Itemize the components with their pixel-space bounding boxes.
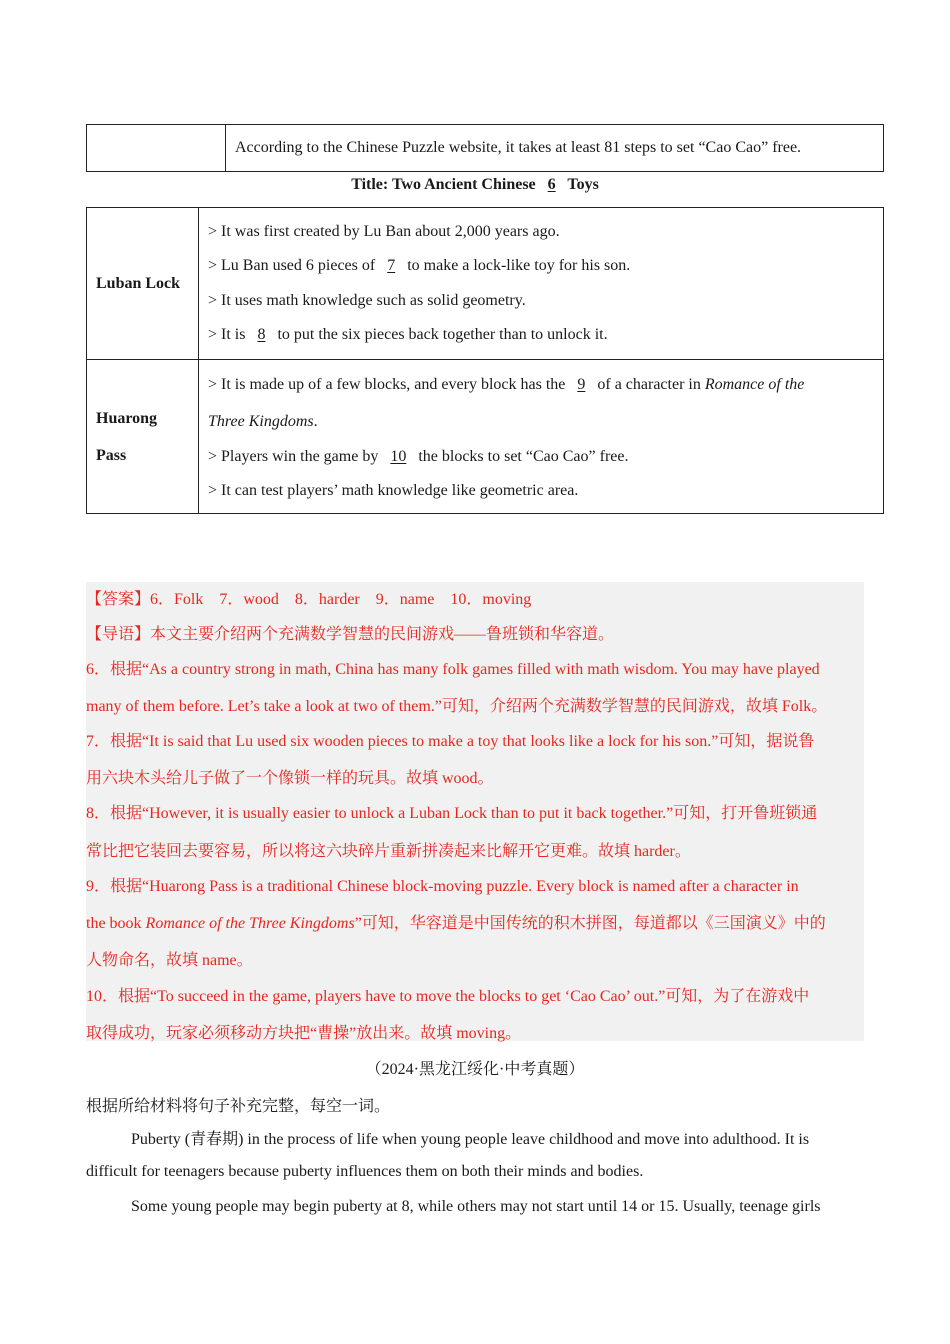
huarong-line-1 <box>208 366 874 403</box>
explanation-line: 9．根据“Huarong Pass is a traditional Chinese block-moving puzzle. Every block is named after a character in <box>86 878 799 895</box>
text: to make a lock-like toy for his son. <box>403 257 631 274</box>
text: ”可知，华容道是中国传统的积木拼图，每道都以《三国演义》中的 <box>354 915 826 932</box>
huarong-line-4: > It can test players’ math knowledge like geometric area. <box>208 481 579 499</box>
explanation-line: 取得成功，玩家必须移动方块把“曹操”放出来。故填 moving。 <box>86 1025 522 1042</box>
text: the blocks to set “Cao Cao” free. <box>414 447 629 465</box>
book-title: Romance of the Three Kingdoms <box>145 915 355 932</box>
answer-line: 【答案】6．Folk 7．wood 8．harder 9．name 10．moving <box>86 591 532 608</box>
book-title: Romance of the <box>704 375 805 393</box>
empty-cell <box>87 125 226 172</box>
huarong-line-3 <box>208 440 874 474</box>
luban-line-1: > It was first created by Lu Ban about 2,000 years ago. <box>208 222 560 240</box>
text: > Lu Ban used 6 pieces of <box>208 257 380 274</box>
explanation-line: 7．根据“It is said that Lu used six wooden pieces to make a toy that looks like a lock for his son.”可知，据说鲁 <box>86 733 815 750</box>
guide-line: 【导语】本文主要介绍两个充满数学智慧的民间游戏——鲁班锁和华容道。 <box>86 626 615 643</box>
table-cell-text <box>226 125 884 172</box>
toys-table <box>86 207 884 514</box>
luban-line-4 <box>208 318 874 353</box>
explanation-line: 10．根据“To succeed in the game, players have to move the blocks to get ‘Cao Cao’ out.”可知，为了在游戏中 <box>86 988 810 1005</box>
blank-6: 6 <box>547 176 556 193</box>
explanation-line <box>86 910 826 933</box>
text: > Players win the game by <box>208 447 383 465</box>
question-source: （2024·黑龙江绥化·中考真题） <box>365 1061 585 1078</box>
explanation-line: 8．根据“However, it is usually easier to unlock a Luban Lock than to put it back together.”可知，打开鲁班锁通 <box>86 805 818 822</box>
explanation-line: 6．根据“As a country strong in math, China has many folk games filled with math wisdom. You may have played <box>86 661 820 678</box>
text: of a character in <box>593 375 705 393</box>
instruction: 根据所给材料将句子补充完整，每空一词。 <box>86 1098 391 1115</box>
text: > It is <box>208 326 250 343</box>
luban-label-cell <box>87 208 199 360</box>
huarong-label-cell <box>87 360 199 514</box>
cell-text: According to the Chinese Puzzle website, it takes at least 81 steps to set “Cao Cao” free. <box>235 139 802 156</box>
row-label: Huarong <box>96 409 158 427</box>
text: the book <box>86 915 146 932</box>
explanation-line: 人物命名，故填 name。 <box>86 952 253 969</box>
explanation-line: 常比把它装回去要容易，所以将这六块碎片重新拼凑起来比解开它更难。故填 harder。 <box>86 843 691 860</box>
passage-line: Puberty (青春期) in the process of life when young people leave childhood and move into adulthood. It is <box>131 1131 810 1148</box>
huarong-line-2 <box>208 403 874 440</box>
blank-10: 10 <box>390 447 407 465</box>
text: to put the six pieces back together than to unlock it. <box>273 326 608 343</box>
explanation-line: many of them before. Let’s take a look at two of them.”可知，介绍两个充满数学智慧的民间游戏，故填 Folk。 <box>86 698 828 715</box>
text: > It is made up of a few blocks, and every block has the <box>208 375 570 393</box>
huarong-content-cell <box>199 360 884 514</box>
passage-line: difficult for teenagers because puberty influences them on both their minds and bodies. <box>86 1163 644 1180</box>
luban-content-cell <box>199 208 884 360</box>
explanation-line: 用六块木头给儿子做了一个像锁一样的玩具。故填 wood。 <box>86 770 494 787</box>
row-label: Luban Lock <box>96 274 181 292</box>
blank-8: 8 <box>257 326 266 343</box>
blank-7: 7 <box>387 257 396 274</box>
luban-line-3: > It uses math knowledge such as solid geometry. <box>208 291 526 309</box>
title-prefix: Title: Two Ancient Chinese <box>351 176 540 193</box>
table-continuation <box>86 124 884 172</box>
luban-line-2 <box>208 249 874 284</box>
row-label: Pass <box>96 446 127 464</box>
blank-9: 9 <box>577 375 586 393</box>
title-suffix: Toys <box>563 176 599 193</box>
answer-explanation-block <box>86 582 864 1041</box>
book-title: Three Kingdoms <box>208 412 314 430</box>
passage-line: Some young people may begin puberty at 8, while others may not start until 14 or 15. Usually, teenage girls <box>131 1198 821 1215</box>
table-title <box>86 176 864 194</box>
text: . <box>313 412 318 430</box>
